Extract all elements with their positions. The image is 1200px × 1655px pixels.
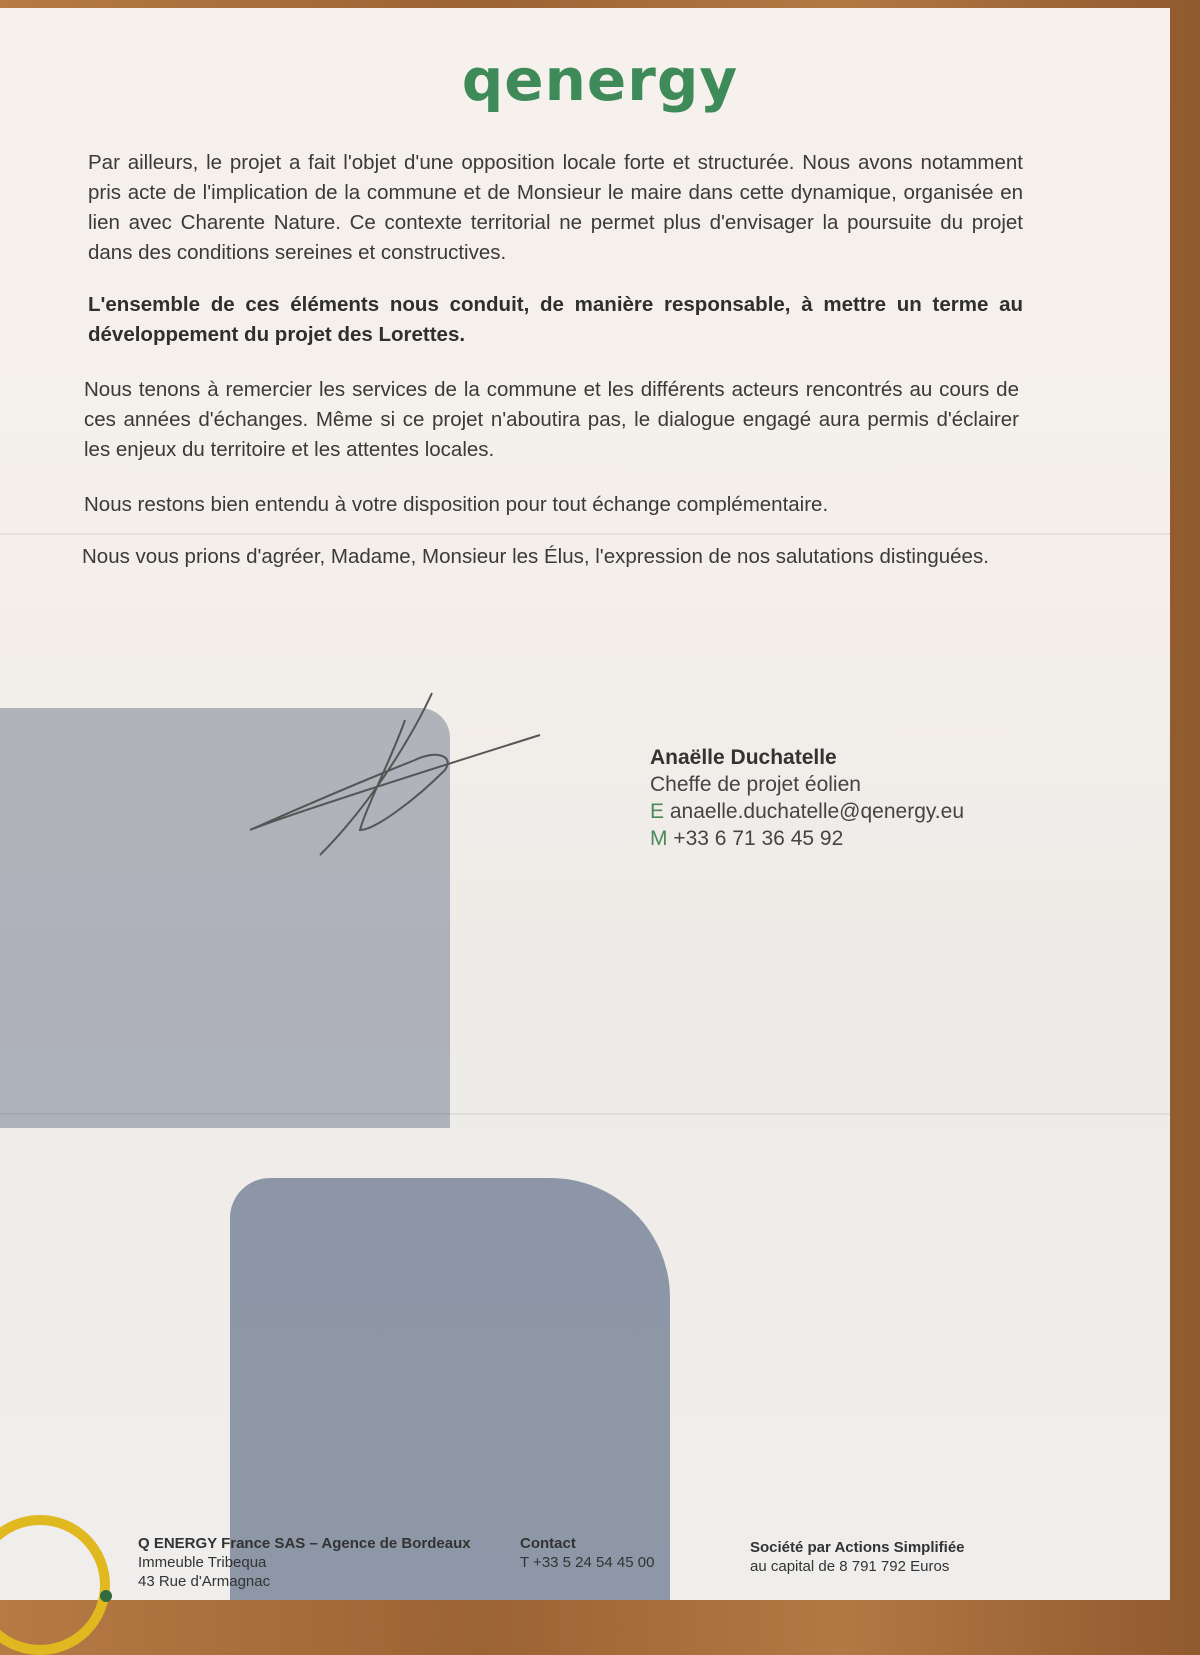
paragraph-termination: L'ensemble de ces éléments nous conduit, de manière responsable, à mettre un terme au développement du projet des Lorettes. (88, 293, 1023, 346)
signatory-mobile: +33 6 71 36 45 92 (673, 827, 844, 850)
signatory-mobile-row (650, 825, 964, 852)
handwritten-signature (245, 690, 555, 880)
paragraph-thanks: Nous tenons à remercier les services de la commune et les différents acteurs rencontrés au cours de ces années d'échanges. Même si ce projet n'aboutira pas, le dialogue engagé aura permis d'éclairer les enjeux du territoire et les attentes locales. (84, 378, 1019, 461)
email-tag: E (650, 800, 665, 823)
footer-company-name: Q ENERGY France SAS – Agence de Bordeaux (138, 1535, 471, 1552)
signatory-email[interactable]: anaelle.duchatelle@qenergy.eu (669, 800, 965, 823)
footer-legal (750, 1538, 965, 1576)
paragraph-opposition: Par ailleurs, le projet a fait l'objet d'une opposition locale forte et structurée. Nous avons notamment pris acte de l'implication de la commune et de Monsieur le maire dans cette dynamique, organisée en lien avec Charente Nature. Ce contexte territorial ne permet plus d'envisager la poursuite du projet dans des conditions sereines et constructives. (88, 151, 1023, 264)
paragraph-availability: Nous restons bien entendu à votre disposition pour tout échange complémentaire. (84, 493, 829, 516)
footer-company (138, 1534, 471, 1591)
footer-address-line: Immeuble Tribequa (138, 1554, 267, 1571)
signatory-name: Anaëlle Duchatelle (650, 746, 837, 769)
footer-legal-line: au capital de 8 791 792 Euros (750, 1558, 950, 1575)
mobile-tag: M (650, 827, 668, 850)
company-logo: qenergy (461, 46, 739, 114)
signatory-title: Cheffe de projet éolien (650, 773, 861, 796)
footer-legal-line: Société par Actions Simplifiée (750, 1539, 965, 1556)
signatory-email-row (650, 798, 964, 825)
footer-contact (520, 1534, 654, 1572)
paper-fold (0, 533, 1170, 535)
footer-ring-dot (100, 1590, 112, 1602)
footer-contact-phone: T +33 5 24 54 45 00 (520, 1554, 655, 1571)
paragraph-closing: Nous vous prions d'agréer, Madame, Monsieur les Élus, l'expression de nos salutations distinguées. (82, 545, 989, 568)
footer-address-line: 43 Rue d'Armagnac (138, 1573, 271, 1590)
footer-contact-label: Contact (520, 1535, 576, 1552)
signature-block (650, 744, 964, 852)
